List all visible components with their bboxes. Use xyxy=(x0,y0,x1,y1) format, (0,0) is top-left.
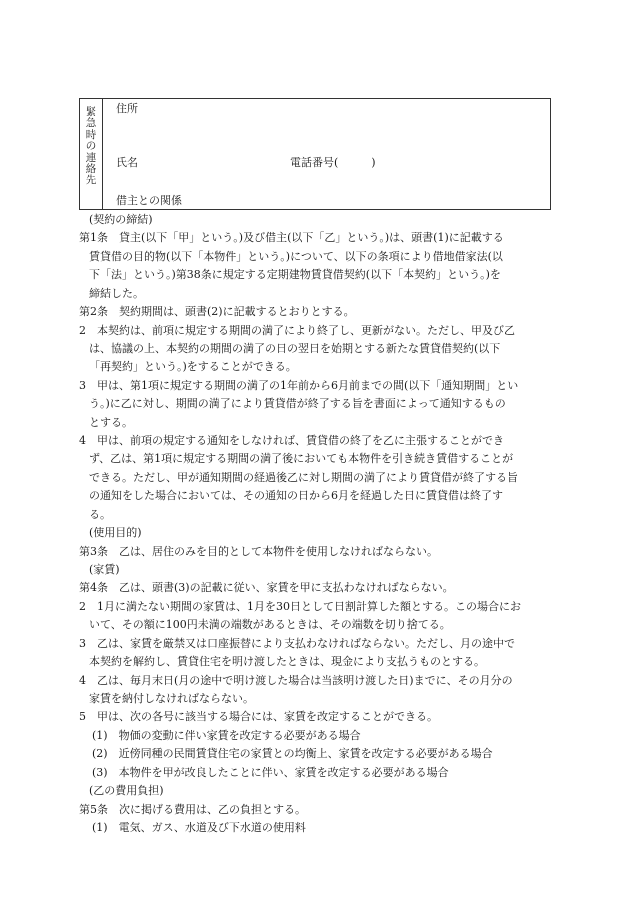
relation-label: 借主との関係 xyxy=(116,194,182,207)
contract-body xyxy=(79,211,555,837)
text-line: 「再契約」という。)をすることができる。 xyxy=(89,360,297,374)
text-line: 第1条 貸主(以下「甲」という。)及び借主(以下「乙」という。)は、頭書(1)に記載する xyxy=(79,231,504,245)
text-line: 家賃を納付しなければならない。 xyxy=(89,691,254,705)
text-line: できる。ただし、甲が通知期間の経過後乙に対し期間の満了により賃貸借が終了する旨 xyxy=(89,470,518,484)
heading-char: 絡 xyxy=(85,163,97,176)
emergency-contact-heading xyxy=(80,99,103,209)
text-line: 4 乙は、毎月末日(月の途中で明け渡した場合は当該明け渡した日)までに、その月分の xyxy=(79,673,513,687)
text-line: とする。 xyxy=(89,415,133,429)
text-line: いて、その額に100円未満の端数があるときは、その端数を切り捨てる。 xyxy=(89,618,451,632)
text-line: 第2条 契約期間は、頭書(2)に記載するとおりとする。 xyxy=(79,305,355,319)
text-line: (1) 電気、ガス、水道及び下水道の使用料 xyxy=(92,820,306,834)
text-line: 3 乙は、家賃を厳禁又は口座振替により支払わなければならない。ただし、月の途中で xyxy=(79,636,515,650)
phone-label: 電話番号( ) xyxy=(290,156,376,169)
text-line: 賃貸借の目的物(以下「本物件」という。)について、以下の条項により借地借家法(以 xyxy=(89,249,503,263)
address-label: 住所 xyxy=(116,102,138,115)
heading-char: 時 xyxy=(85,128,97,141)
emergency-contact-table xyxy=(79,98,551,210)
text-line: 5 甲は、次の各号に該当する場合には、家賃を改定することができる。 xyxy=(79,710,438,724)
text-line: 第3条 乙は、居住のみを目的として本物件を使用しなければならない。 xyxy=(79,544,438,558)
heading-char: の xyxy=(85,140,97,153)
text-line: の通知をした場合においては、その通知の日から6月を経過した日に賃貸借は終了す xyxy=(89,489,503,503)
text-line: 2 1月に満たない期間の家賃は、1月を30日として日割計算した額とする。この場合にお xyxy=(79,599,521,613)
name-label: 氏名 xyxy=(116,156,138,169)
text-line: 本契約を解約し、賃貸住宅を明け渡したときは、現金により支払うものとする。 xyxy=(89,655,485,669)
text-line: 第5条 次に掲げる費用は、乙の負担とする。 xyxy=(79,802,306,816)
heading-char: 連 xyxy=(85,151,97,164)
heading-char: 緊 xyxy=(85,106,97,118)
text-line: (使用目的) xyxy=(89,526,142,540)
text-line: (乙の費用負担) xyxy=(89,784,164,798)
text-line: は、協議の上、本契約の期間の満了の日の翌日を始期とする新たな賃貸借契約(以下 xyxy=(89,341,501,355)
text-line: 下「法」という。)第38条に規定する定期建物賃貸借契約(以下「本契約」という。)を xyxy=(89,268,501,282)
heading-char: 急 xyxy=(85,117,97,130)
text-line: ず、乙は、第1項に規定する期間の満了後においても本物件を引き続き賃借することが xyxy=(89,452,514,466)
text-line: 2 本契約は、前項に規定する期間の満了により終了し、更新がない。ただし、甲及び乙 xyxy=(79,323,515,337)
text-line: る。 xyxy=(89,507,111,521)
text-line: 4 甲は、前項の規定する通知をしなければ、賃貸借の終了を乙に主張することができ xyxy=(79,434,504,448)
text-line: (1) 物価の変動に伴い家賃を改定する必要がある場合 xyxy=(92,728,361,742)
text-line: 締結した。 xyxy=(89,286,144,300)
text-line: う。)に乙に対し、期間の満了により賃貸借が終了する旨を書面によって通知するもの xyxy=(89,397,506,411)
heading-char: 先 xyxy=(85,174,97,187)
text-line: (2) 近傍同種の民間賃貸住宅の家賃との均衡上、家賃を改定する必要がある場合 xyxy=(92,747,493,761)
text-line: 3 甲は、第1項に規定する期間の満了の1年前から6月前までの間(以下「通知期間」とい xyxy=(79,378,519,392)
text-line: (3) 本物件を甲が改良したことに伴い、家賃を改定する必要がある場合 xyxy=(92,765,449,779)
text-line: (契約の締結) xyxy=(89,213,153,226)
text-line: 第4条 乙は、頭書(3)の記載に従い、家賃を甲に支払わなければならない。 xyxy=(79,581,454,595)
text-line: (家賃) xyxy=(89,563,120,577)
